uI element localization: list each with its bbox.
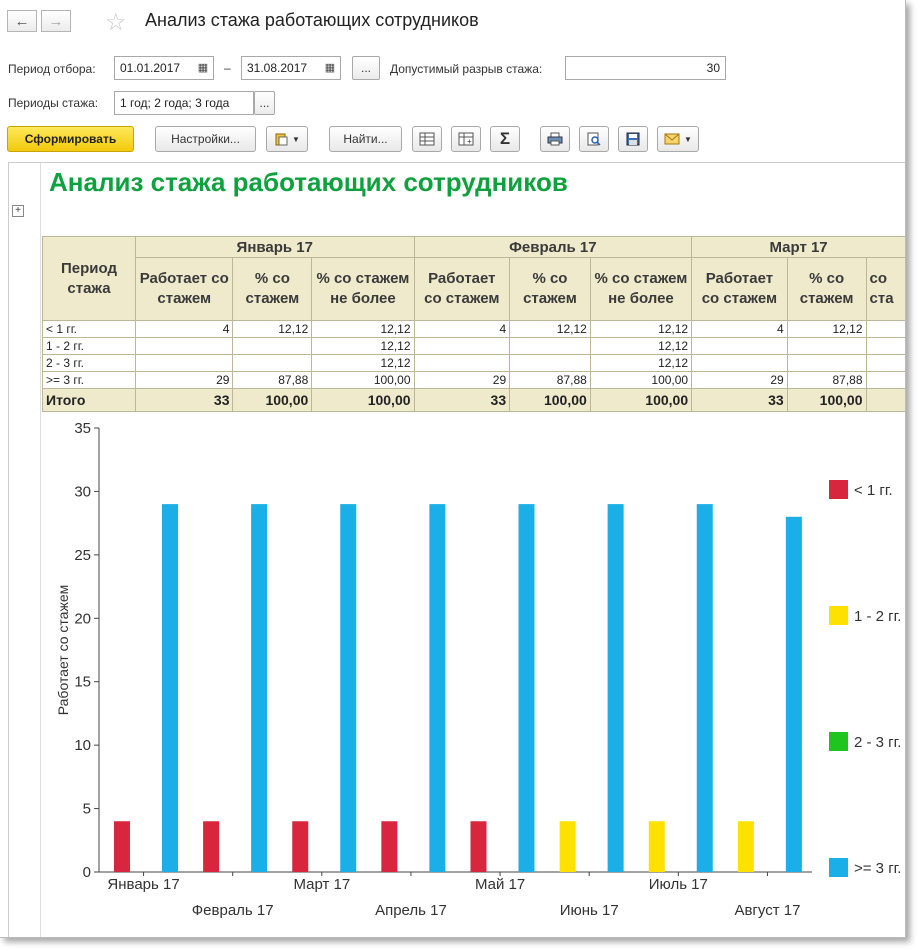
periods-select-button[interactable]: ... bbox=[254, 91, 275, 115]
star-icon[interactable]: ☆ bbox=[105, 9, 127, 36]
x-tick-label: Март 17 bbox=[293, 876, 351, 893]
table-cell: 29 bbox=[692, 372, 788, 389]
gap-field[interactable] bbox=[565, 56, 726, 80]
svg-text:+: + bbox=[467, 137, 472, 146]
table-cell: 87,88 bbox=[787, 372, 866, 389]
table-cell: 87,88 bbox=[510, 372, 591, 389]
expand-icon[interactable]: + bbox=[12, 205, 24, 217]
x-tick-label: Январь 17 bbox=[107, 876, 180, 893]
y-axis-label: Работает со стажем bbox=[55, 584, 71, 716]
row-label: 1 - 2 гг. bbox=[43, 338, 136, 355]
x-tick-label: Февраль 17 bbox=[191, 902, 274, 919]
table-cell bbox=[136, 355, 233, 372]
bar bbox=[786, 517, 802, 872]
table-cell bbox=[787, 355, 866, 372]
table-cell: 12,12 bbox=[233, 321, 312, 338]
bar bbox=[292, 821, 308, 872]
table-cell: 12,12 bbox=[312, 338, 414, 355]
month-header: Январь 17 bbox=[136, 237, 415, 258]
y-tick-label: 20 bbox=[74, 610, 91, 628]
total-label: Итого bbox=[43, 389, 136, 412]
bar bbox=[429, 504, 445, 872]
bar bbox=[608, 504, 624, 872]
table-row[interactable] bbox=[43, 338, 906, 355]
grid-expand-icon bbox=[419, 132, 435, 146]
print-preview-icon bbox=[586, 132, 602, 146]
table-cell: 29 bbox=[414, 372, 510, 389]
chevron-down-icon: ▼ bbox=[684, 134, 692, 144]
column-header: % со стажем bbox=[233, 258, 312, 321]
legend-swatch bbox=[829, 606, 848, 625]
window-title: Анализ стажа работающих сотрудников bbox=[145, 10, 479, 30]
table-cell bbox=[787, 338, 866, 355]
bar bbox=[649, 821, 665, 872]
x-tick-label: Май 17 bbox=[474, 876, 526, 893]
table-cell: 87,88 bbox=[233, 372, 312, 389]
row-label: < 1 гг. bbox=[43, 321, 136, 338]
table-cell bbox=[233, 355, 312, 372]
table-cell: 100,00 bbox=[312, 372, 414, 389]
legend-swatch bbox=[829, 480, 848, 499]
column-header: % со стажем не более bbox=[590, 258, 691, 321]
period-select-button[interactable]: ... bbox=[352, 56, 380, 80]
bar bbox=[251, 504, 267, 872]
envelope-icon bbox=[664, 133, 680, 145]
period-label: Период отбора: bbox=[8, 62, 96, 76]
table-cell: 12,12 bbox=[312, 355, 414, 372]
table-row[interactable] bbox=[43, 372, 906, 389]
x-tick-label: Июнь 17 bbox=[559, 902, 619, 919]
total-cell: 100,00 bbox=[312, 389, 414, 412]
gap-value: 30 bbox=[706, 61, 720, 75]
settings-button[interactable]: Настройки... bbox=[155, 126, 256, 152]
table-cell: 12,12 bbox=[590, 321, 691, 338]
table-cell bbox=[510, 338, 591, 355]
send-button[interactable] bbox=[657, 126, 699, 152]
sum-icon: Σ bbox=[499, 129, 511, 148]
bar bbox=[471, 821, 487, 872]
column-header: % со стажем не более bbox=[312, 258, 414, 321]
bar-chart bbox=[42, 418, 906, 938]
column-header: Работает со стажем bbox=[692, 258, 788, 321]
table-cell bbox=[510, 355, 591, 372]
bar bbox=[560, 821, 576, 872]
bar bbox=[519, 504, 535, 872]
date-from-value: 01.01.2017 bbox=[120, 61, 181, 75]
generate-button[interactable]: Сформировать bbox=[7, 126, 134, 152]
table-cell bbox=[866, 321, 906, 338]
total-cell: 100,00 bbox=[510, 389, 591, 412]
gap-label: Допустимый разрыв стажа: bbox=[390, 62, 543, 76]
legend-swatch bbox=[829, 858, 848, 877]
table-cell bbox=[866, 355, 906, 372]
date-to-value: 31.08.2017 bbox=[247, 61, 308, 75]
y-tick-label: 25 bbox=[74, 546, 91, 564]
row-label: 2 - 3 гг. bbox=[43, 355, 136, 372]
column-header: Работает со стажем bbox=[414, 258, 510, 321]
preview-button[interactable] bbox=[579, 126, 609, 152]
column-header: % со стажем bbox=[510, 258, 591, 321]
bar bbox=[203, 821, 219, 872]
x-tick-label: Август 17 bbox=[734, 902, 801, 919]
table-cell: 12,12 bbox=[590, 355, 691, 372]
y-tick-label: 10 bbox=[74, 737, 91, 755]
column-header: со ста bbox=[866, 258, 906, 321]
total-cell: 33 bbox=[136, 389, 233, 412]
table-cell: 4 bbox=[692, 321, 788, 338]
y-tick-label: 15 bbox=[74, 673, 91, 691]
grid-collapse-icon bbox=[458, 132, 474, 146]
floppy-icon bbox=[626, 132, 640, 146]
table-cell bbox=[692, 355, 788, 372]
report-area bbox=[8, 162, 906, 938]
periods-label: Периоды стажа: bbox=[8, 96, 99, 110]
clipboard-icon bbox=[274, 132, 288, 146]
table-row[interactable] bbox=[43, 355, 906, 372]
calendar-icon[interactable]: ▦ bbox=[197, 62, 209, 74]
y-tick-label: 0 bbox=[82, 864, 91, 881]
legend-label: < 1 гг. bbox=[854, 482, 893, 499]
total-cell: 100,00 bbox=[590, 389, 691, 412]
table-cell bbox=[233, 338, 312, 355]
column-header: % со стажем bbox=[787, 258, 866, 321]
calendar-icon[interactable]: ▦ bbox=[324, 62, 336, 74]
legend-label: >= 3 гг. bbox=[854, 860, 902, 877]
back-button[interactable] bbox=[7, 10, 37, 32]
bar bbox=[162, 504, 178, 872]
y-tick-label: 5 bbox=[82, 800, 91, 818]
report-title: Анализ стажа работающих сотрудников bbox=[49, 167, 568, 197]
period-header: Период стажа bbox=[43, 237, 136, 321]
expand-groups-button[interactable] bbox=[412, 126, 442, 152]
legend-label: 1 - 2 гг. bbox=[854, 608, 902, 625]
legend-label: 2 - 3 гг. bbox=[854, 734, 902, 751]
arrow-right-icon: → bbox=[48, 12, 64, 30]
x-tick-label: Июль 17 bbox=[648, 876, 708, 893]
date-to-field[interactable] bbox=[241, 56, 341, 80]
bar bbox=[114, 821, 130, 872]
bar bbox=[381, 821, 397, 872]
table-cell bbox=[414, 355, 510, 372]
bar bbox=[738, 821, 754, 872]
bar bbox=[340, 504, 356, 872]
arrow-left-icon: ← bbox=[14, 12, 30, 30]
table-row[interactable] bbox=[43, 321, 906, 338]
y-tick-label: 35 bbox=[74, 420, 91, 437]
date-from-field[interactable] bbox=[114, 56, 214, 80]
total-cell: 33 bbox=[692, 389, 788, 412]
legend-swatch bbox=[829, 732, 848, 751]
y-tick-label: 30 bbox=[74, 483, 91, 501]
total-cell bbox=[866, 389, 906, 412]
table-cell bbox=[866, 338, 906, 355]
variants-button[interactable] bbox=[266, 126, 308, 152]
table-cell: 12,12 bbox=[787, 321, 866, 338]
month-header: Март 17 bbox=[692, 237, 906, 258]
period-dash: – bbox=[224, 61, 231, 75]
total-cell: 33 bbox=[414, 389, 510, 412]
table-cell: 100,00 bbox=[590, 372, 691, 389]
sum-button[interactable] bbox=[490, 126, 520, 152]
x-tick-label: Апрель 17 bbox=[375, 902, 447, 919]
column-header: Работает со стажем bbox=[136, 258, 233, 321]
table-cell: 12,12 bbox=[590, 338, 691, 355]
table-cell bbox=[866, 372, 906, 389]
month-header: Февраль 17 bbox=[414, 237, 692, 258]
table-cell bbox=[692, 338, 788, 355]
table-cell: 4 bbox=[414, 321, 510, 338]
report-table bbox=[42, 236, 906, 412]
printer-icon bbox=[547, 132, 563, 146]
table-cell: 12,12 bbox=[510, 321, 591, 338]
total-row bbox=[43, 389, 906, 412]
print-button[interactable] bbox=[540, 126, 570, 152]
bar bbox=[697, 504, 713, 872]
total-cell: 100,00 bbox=[787, 389, 866, 412]
row-label: >= 3 гг. bbox=[43, 372, 136, 389]
total-cell: 100,00 bbox=[233, 389, 312, 412]
periods-value: 1 год; 2 года; 3 года bbox=[120, 96, 230, 110]
forward-button[interactable] bbox=[41, 10, 71, 32]
table-cell: 12,12 bbox=[312, 321, 414, 338]
table-cell: 29 bbox=[136, 372, 233, 389]
table-cell bbox=[414, 338, 510, 355]
save-button[interactable] bbox=[618, 126, 648, 152]
report-gutter bbox=[40, 163, 41, 938]
periods-field[interactable] bbox=[114, 91, 254, 115]
chevron-down-icon: ▼ bbox=[292, 134, 300, 144]
table-cell bbox=[136, 338, 233, 355]
table-cell: 4 bbox=[136, 321, 233, 338]
collapse-groups-button[interactable] bbox=[451, 126, 481, 152]
find-button[interactable]: Найти... bbox=[329, 126, 402, 152]
